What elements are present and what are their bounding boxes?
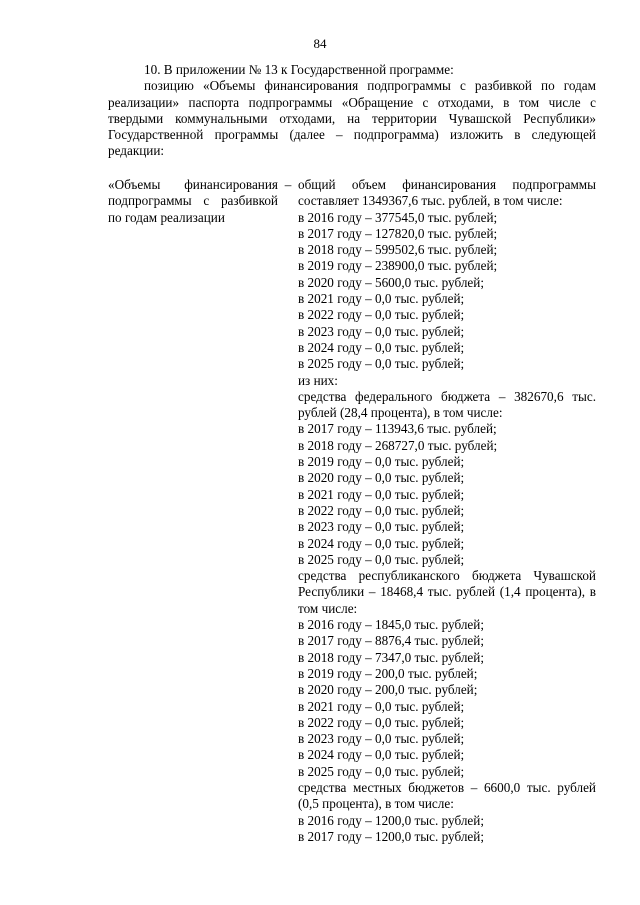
- funding-details: [298, 177, 596, 845]
- funding-year-line: в 2022 году – 0,0 тыс. рублей;: [298, 502, 465, 518]
- funding-year-line: в 2017 году – 113943,6 тыс. рублей;: [298, 421, 497, 437]
- funding-year-line: в 2019 году – 200,0 тыс. рублей;: [298, 665, 478, 681]
- funding-year-line: в 2020 году – 5600,0 тыс. рублей;: [298, 274, 484, 290]
- funding-summary: средства федерального бюджета – 382670,6 тыс. рублей (28,4 процента), в том числе:: [298, 388, 596, 421]
- funding-year-line: в 2019 году – 0,0 тыс. рублей;: [298, 454, 465, 470]
- funding-year-line: в 2024 году – 0,0 тыс. рублей;: [298, 339, 465, 355]
- funding-year-line: в 2016 году – 1200,0 тыс. рублей;: [298, 812, 484, 828]
- amendment-paragraph: позицию «Объемы финансирования подпрограммы с разбивкой по годам реализации» паспорта подпрограммы «Обращение с отходами, в том числе с твердыми коммунальными отходами, на территории Чувашской Республики» Государственной программы (далее – подпрограмма) изложить в следующей редакции:: [108, 78, 596, 159]
- funding-year-line: в 2024 году – 0,0 тыс. рублей;: [298, 747, 465, 763]
- funding-year-line: в 2018 году – 7347,0 тыс. рублей;: [298, 649, 484, 665]
- funding-year-line: в 2016 году – 377545,0 тыс. рублей;: [298, 209, 498, 225]
- funding-year-line: в 2023 году – 0,0 тыс. рублей;: [298, 731, 465, 747]
- amendment-heading: 10. В приложении № 13 к Государственной программе:: [144, 62, 454, 77]
- funding-year-line: в 2016 году – 1845,0 тыс. рублей;: [298, 617, 484, 633]
- funding-year-line: в 2022 году – 0,0 тыс. рублей;: [298, 307, 465, 323]
- funding-year-line: в 2025 году – 0,0 тыс. рублей;: [298, 763, 465, 779]
- page-number: 84: [313, 36, 327, 51]
- funding-summary: средства местных бюджетов – 6600,0 тыс. рублей (0,5 процента), в том числе:: [298, 779, 596, 812]
- funding-year-line: в 2017 году – 127820,0 тыс. рублей;: [298, 225, 498, 241]
- funding-year-line: в 2021 году – 0,0 тыс. рублей;: [298, 486, 465, 502]
- funding-year-line: в 2025 году – 0,0 тыс. рублей;: [298, 551, 465, 567]
- funding-year-line: в 2024 году – 0,0 тыс. рублей;: [298, 535, 465, 551]
- funding-year-line: из них:: [298, 372, 338, 388]
- funding-summary: общий объем финансирования подпрограммы составляет 1349367,6 тыс. рублей, в том числе:: [298, 177, 596, 209]
- funding-summary: средства республиканского бюджета Чувашской Республики – 18468,4 тыс. рублей (1,4 процента), в том числе:: [298, 568, 596, 616]
- funding-year-line: в 2023 году – 0,0 тыс. рублей;: [298, 519, 465, 535]
- funding-year-line: в 2021 году – 0,0 тыс. рублей;: [298, 291, 465, 307]
- funding-year-line: в 2018 году – 599502,6 тыс. рублей;: [298, 242, 498, 258]
- funding-year-line: в 2025 году – 0,0 тыс. рублей;: [298, 356, 465, 372]
- intro-section: [108, 62, 596, 160]
- funding-year-line: в 2022 году – 0,0 тыс. рублей;: [298, 714, 465, 730]
- funding-year-line: в 2017 году – 8876,4 тыс. рублей;: [298, 633, 484, 649]
- funding-year-line: в 2020 году – 0,0 тыс. рублей;: [298, 470, 465, 486]
- funding-year-line: в 2020 году – 200,0 тыс. рублей;: [298, 682, 478, 698]
- funding-year-line: в 2018 году – 268727,0 тыс. рублей;: [298, 437, 498, 453]
- position-dash: –: [284, 177, 292, 192]
- position-label: «Объемы финансирования подпрограммы с разбивкой по годам реализации: [108, 177, 278, 225]
- funding-year-line: в 2019 году – 238900,0 тыс. рублей;: [298, 258, 498, 274]
- funding-year-line: в 2021 году – 0,0 тыс. рублей;: [298, 698, 465, 714]
- funding-year-line: в 2017 году – 1200,0 тыс. рублей;: [298, 828, 484, 844]
- funding-year-line: в 2023 году – 0,0 тыс. рублей;: [298, 323, 465, 339]
